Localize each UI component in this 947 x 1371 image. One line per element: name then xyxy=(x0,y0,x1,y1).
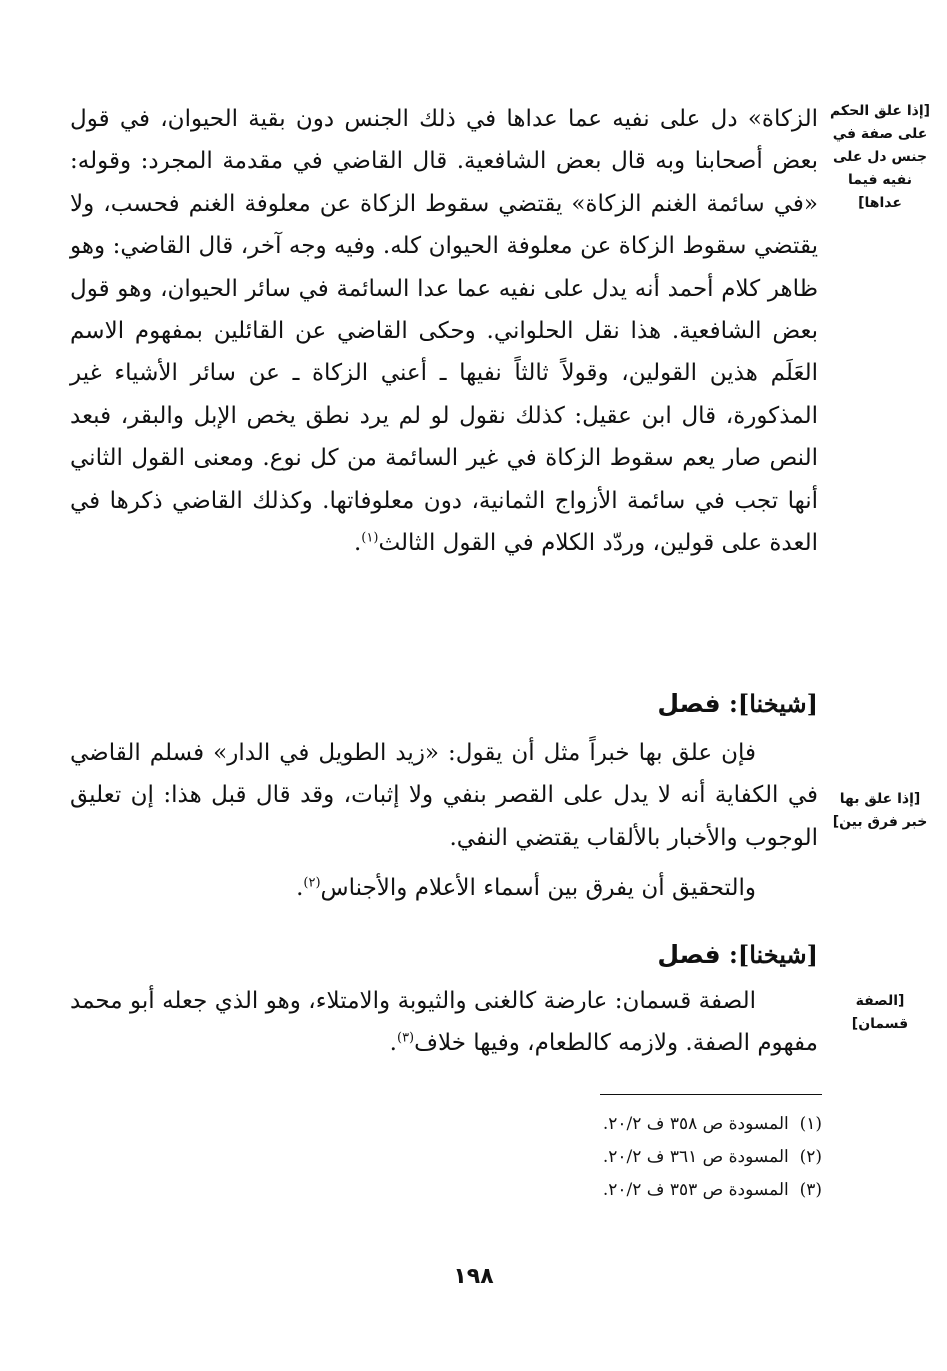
section3-heading-word: فصل xyxy=(657,940,721,969)
section2-paragraph-2 xyxy=(70,867,818,909)
footnote-1-text: المسودة ص ٣٥٨ ف ٢٠/٢. xyxy=(602,1114,789,1134)
footnote-3-text: المسودة ص ٣٥٣ ف ٢٠/٢. xyxy=(602,1180,789,1200)
footnote-ref-3: (٣) xyxy=(396,1030,415,1046)
footnote-separator xyxy=(600,1094,822,1095)
section3-heading xyxy=(70,938,818,972)
footnote-ref-1: (١) xyxy=(361,530,379,546)
section3-heading-bracket: [شيخنا]: xyxy=(729,940,818,969)
section1-text: الزكاة» دل على نفيه عما عداها في ذلك الجنس دون بقية الحيوان، في قول بعض أصحابنا وبه قال بعض الشافعية. قال القاضي في مقدمة المجرد: وقوله: «في سائمة الغنم الزكاة» يقتضي سقوط الزكاة عن معلوفة الغنم فحسب، ولا يقتضي سقوط الزكاة عن معلوفة الحيوان كله. وفيه وجه آخر، قال القاضي: وهو ظاهر كلام أحمد أنه يدل على نفيه عما عدا السائمة في سائر الحيوان، وهو قول بعض الشافعية. هذا نقل الحلواني. وحكى القاضي عن القائلين بمفهوم الاسم العَلَم هذين القولين، وقولاً ثالثاً نفيها ـ أعني الزكاة ـ عن سائر الأشياء غير المذكورة، قال ابن عقيل: كذلك نقول لو لم يرد نطق يخص الإبل والبقر، فبعد النص صار يعم سقوط الزكاة في غير السائمة من كل نوع. ومعنى القول الثاني أنها تجب في سائمة الأزواج الثمانية، دون معلوفاتها. وكذلك القاضي ذكرها في العدة على قولين، وردّد الكلام في القول الثالث xyxy=(70,106,818,557)
section2-text-2: والتحقيق أن يفرق بين أسماء الأعلام والأجناس xyxy=(320,875,756,902)
footnote-1-number: (١) xyxy=(799,1114,822,1134)
section3-text: الصفة قسمان: عارضة كالغنى والثيوبة والامتلاء، وهو الذي جعله أبو محمد مفهوم الصفة. ولازمه كالطعام، وفيها خلاف xyxy=(70,988,818,1057)
section2-heading-word: فصل xyxy=(657,689,721,718)
footnote-3-number: (٣) xyxy=(799,1180,822,1200)
section3-body xyxy=(70,980,818,1065)
page-number: ١٩٨ xyxy=(453,1264,494,1289)
section3-end: . xyxy=(389,1030,397,1057)
footnote-ref-2: (٢) xyxy=(303,875,321,891)
section1-paragraph xyxy=(70,98,818,564)
footnote-1 xyxy=(420,1108,822,1141)
section1-end: . xyxy=(353,530,362,557)
section2-heading-bracket: [شيخنا]: xyxy=(729,689,818,718)
margin-note-2: [إذا علق بها خبر فرق بين] xyxy=(832,791,928,830)
section1-body xyxy=(70,98,818,564)
margin-note-1: [إذا علق الحكم على صفة في جنس دل على نفيه فيما عداها] xyxy=(829,103,931,211)
margin-note-3: [الصفة قسمان] xyxy=(851,993,909,1032)
section2-heading xyxy=(70,687,818,721)
section2-body xyxy=(70,732,818,910)
footnote-2 xyxy=(420,1141,822,1174)
footnote-2-text: المسودة ص ٣٦١ ف ٢٠/٢. xyxy=(602,1147,789,1167)
footnote-3 xyxy=(420,1174,822,1207)
footnotes xyxy=(420,1108,822,1207)
section2-paragraph-1: فإن علق بها خبراً مثل أن يقول: «زيد الطويل في الدار» فسلم القاضي في الكفاية أنه لا يدل على القصر بنفي ولا إثبات، وقد قال قبل هذا: إن تعليق الوجوب والأخبار بالألقاب يقتضي النفي. xyxy=(70,740,818,851)
footnote-2-number: (٢) xyxy=(799,1147,822,1167)
section3-paragraph xyxy=(70,980,818,1065)
section2-end: . xyxy=(296,875,304,902)
